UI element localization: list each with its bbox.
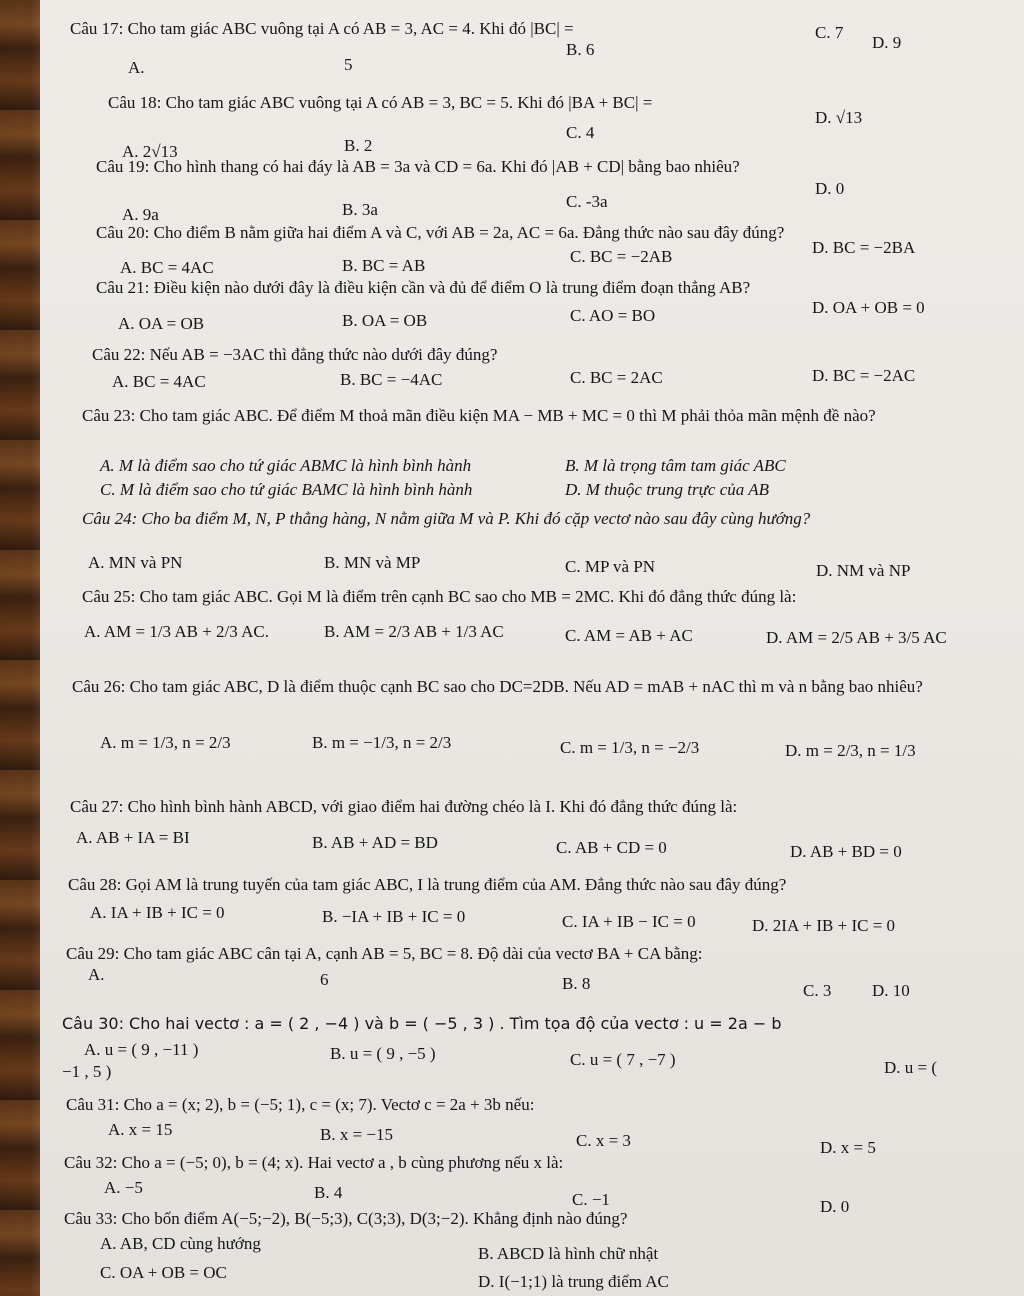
question-23: Câu 23: Cho tam giác ABC. Để điểm M thoả mãn điều kiện MA − MB + MC = 0 thì M phải thỏa mãn mệnh đề nào?: [82, 406, 876, 425]
q22-option-a: A. BC = 4AC: [112, 372, 206, 391]
q20-option-a: A. BC = 4AC: [120, 258, 214, 277]
question-17: Câu 17: Cho tam giác ABC vuông tại A có AB = 3, AC = 4. Khi đó |BC| =: [70, 19, 574, 38]
q19-option-b: B. 3a: [342, 200, 378, 219]
question-30: Câu 30: Cho hai vectơ : a = ( 2 , −4 ) và b = ( −5 , 3 ) . Tìm tọa độ của vectơ : u = 2a − b: [62, 1014, 782, 1033]
q31-option-c: C. x = 3: [576, 1131, 631, 1150]
question-19: Câu 19: Cho hình thang có hai đáy là AB = 3a và CD = 6a. Khi đó |AB + CD| bằng bao nhiêu?: [96, 157, 740, 176]
question-18: Câu 18: Cho tam giác ABC vuông tại A có AB = 3, BC = 5. Khi đó |BA + BC| =: [108, 93, 653, 112]
q20-option-b: B. BC = AB: [342, 256, 426, 275]
q22-option-b: B. BC = −4AC: [340, 370, 443, 389]
question-32: Câu 32: Cho a = (−5; 0), b = (4; x). Hai vectơ a , b cùng phương nếu x là:: [64, 1153, 564, 1172]
q33-option-b: B. ABCD là hình chữ nhật: [478, 1244, 659, 1263]
q31-option-a: A. x = 15: [108, 1120, 173, 1139]
q27-option-d: D. AB + BD = 0: [790, 842, 902, 861]
q24-option-b: B. MN và MP: [324, 553, 421, 572]
q21-option-c: C. AO = BO: [570, 306, 656, 325]
q25-option-c: C. AM = AB + AC: [565, 626, 693, 645]
q25-option-d: D. AM = 2/5 AB + 3/5 AC: [766, 628, 947, 647]
q20-option-c: C. BC = −2AB: [570, 247, 673, 266]
q26-option-d: D. m = 2/3, n = 1/3: [785, 741, 916, 760]
q21-option-d: D. OA + OB = 0: [812, 298, 925, 317]
q30-option-d: D. u = (: [884, 1058, 938, 1077]
q17-option-c: C. 7: [815, 23, 844, 42]
question-22: Câu 22: Nếu AB = −3AC thì đẳng thức nào dưới đây đúng?: [92, 345, 498, 364]
q27-option-b: B. AB + AD = BD: [312, 833, 438, 852]
q21-option-a: A. OA = OB: [118, 314, 205, 333]
question-31: Câu 31: Cho a = (x; 2), b = (−5; 1), c = (x; 7). Vectơ c = 2a + 3b nếu:: [66, 1095, 535, 1114]
q21-option-b: B. OA = OB: [342, 311, 428, 330]
q33-option-a: A. AB, CD cùng hướng: [100, 1234, 261, 1253]
q31-option-b: B. x = −15: [320, 1125, 394, 1144]
question-28: Câu 28: Gọi AM là trung tuyến của tam giác ABC, I là trung điểm của AM. Đẳng thức nào sau đây đúng?: [68, 875, 787, 894]
q30-option-c: C. u = ( 7 , −7 ): [570, 1050, 676, 1069]
q27-option-c: C. AB + CD = 0: [556, 838, 667, 857]
q24-option-c: C. MP và PN: [565, 557, 656, 576]
question-25: Câu 25: Cho tam giác ABC. Gọi M là điểm trên cạnh BC sao cho MB = 2MC. Khi đó đẳng thức đúng là:: [82, 587, 797, 606]
q28-option-b: B. −IA + IB + IC = 0: [322, 907, 466, 926]
q29-option-a: A.: [88, 965, 105, 984]
q32-option-a: A. −5: [104, 1178, 143, 1197]
question-20: Câu 20: Cho điểm B nằm giữa hai điểm A và C, với AB = 2a, AC = 6a. Đẳng thức nào sau đây đúng?: [96, 223, 785, 242]
q17-option-b: B. 6: [566, 40, 595, 59]
q18-option-c: C. 4: [566, 123, 595, 142]
q28-option-c: C. IA + IB − IC = 0: [562, 912, 696, 931]
question-29: Câu 29: Cho tam giác ABC cân tại A, cạnh AB = 5, BC = 8. Độ dài của vectơ BA + CA bằng:: [66, 944, 703, 963]
q19-option-c: C. -3a: [566, 192, 608, 211]
q23-option-b: B. M là trọng tâm tam giác ABC: [565, 456, 786, 475]
question-21: Câu 21: Điều kiện nào dưới đây là điều kiện cần và đủ để điểm O là trung điểm đoạn thẳng AB?: [96, 278, 751, 297]
q17-option-a: A.: [128, 58, 145, 77]
q19-option-a: A. 9a: [122, 205, 159, 224]
q25-option-a: A. AM = 1/3 AB + 2/3 AC.: [84, 622, 269, 641]
q19-option-d: D. 0: [815, 179, 845, 198]
q32-option-b: B. 4: [314, 1183, 343, 1202]
q33-option-d: D. I(−1;1) là trung điểm AC: [478, 1272, 669, 1291]
q30-option-a-continued: −1 , 5 ): [62, 1062, 112, 1081]
q28-option-d: D. 2IA + IB + IC = 0: [752, 916, 896, 935]
q28-option-a: A. IA + IB + IC = 0: [90, 903, 225, 922]
q29-option-b: B. 8: [562, 974, 591, 993]
q33-option-c: C. OA + OB = OC: [100, 1263, 227, 1282]
q23-option-a: A. M là điểm sao cho tứ giác ABMC là hình bình hành: [100, 456, 472, 475]
q20-option-d: D. BC = −2BA: [812, 238, 916, 257]
q26-option-c: C. m = 1/3, n = −2/3: [560, 738, 700, 757]
q29-option-d: D. 10: [872, 981, 910, 1000]
q24-option-a: A. MN và PN: [88, 553, 183, 572]
question-33: Câu 33: Cho bốn điểm A(−5;−2), B(−5;3), C(3;3), D(3;−2). Khẳng định nào đúng?: [64, 1209, 628, 1228]
q30-option-b: B. u = ( 9 , −5 ): [330, 1044, 436, 1063]
question-27: Câu 27: Cho hình bình hành ABCD, với giao điểm hai đường chéo là I. Khi đó đẳng thức đúng là:: [70, 797, 738, 816]
q18-option-b: B. 2: [344, 136, 373, 155]
q29-option-a-value: 6: [320, 970, 329, 989]
q22-option-c: C. BC = 2AC: [570, 368, 663, 387]
q25-option-b: B. AM = 2/3 AB + 1/3 AC: [324, 622, 504, 641]
q27-option-a: A. AB + IA = BI: [76, 828, 190, 847]
q17-option-d: D. 9: [872, 33, 902, 52]
q18-option-d: D. √13: [815, 108, 863, 127]
q32-option-c: C. −1: [572, 1190, 610, 1209]
q32-option-d: D. 0: [820, 1197, 850, 1216]
q22-option-d: D. BC = −2AC: [812, 366, 916, 385]
q23-option-d: D. M thuộc trung trực của AB: [565, 480, 769, 499]
q31-option-d: D. x = 5: [820, 1138, 876, 1157]
background-curtain: [0, 0, 40, 1296]
q26-option-a: A. m = 1/3, n = 2/3: [100, 733, 231, 752]
q30-option-a: A. u = ( 9 , −11 ): [84, 1040, 199, 1059]
q18-option-a: A. 2√13: [122, 142, 178, 161]
q26-option-b: B. m = −1/3, n = 2/3: [312, 733, 452, 752]
question-24: Câu 24: Cho ba điểm M, N, P thẳng hàng, N nằm giữa M và P. Khi đó cặp vectơ nào sau đây cùng hướng?: [82, 509, 811, 528]
q29-option-c: C. 3: [803, 981, 832, 1000]
question-26: Câu 26: Cho tam giác ABC, D là điểm thuộc cạnh BC sao cho DC=2DB. Nếu AD = mAB + nAC thì m và n bằng bao nhiêu?: [72, 677, 923, 696]
q17-option-a-value: 5: [344, 55, 353, 74]
q23-option-c: C. M là điểm sao cho tứ giác BAMC là hình bình hành: [100, 480, 473, 499]
q24-option-d: D. NM và NP: [816, 561, 911, 580]
